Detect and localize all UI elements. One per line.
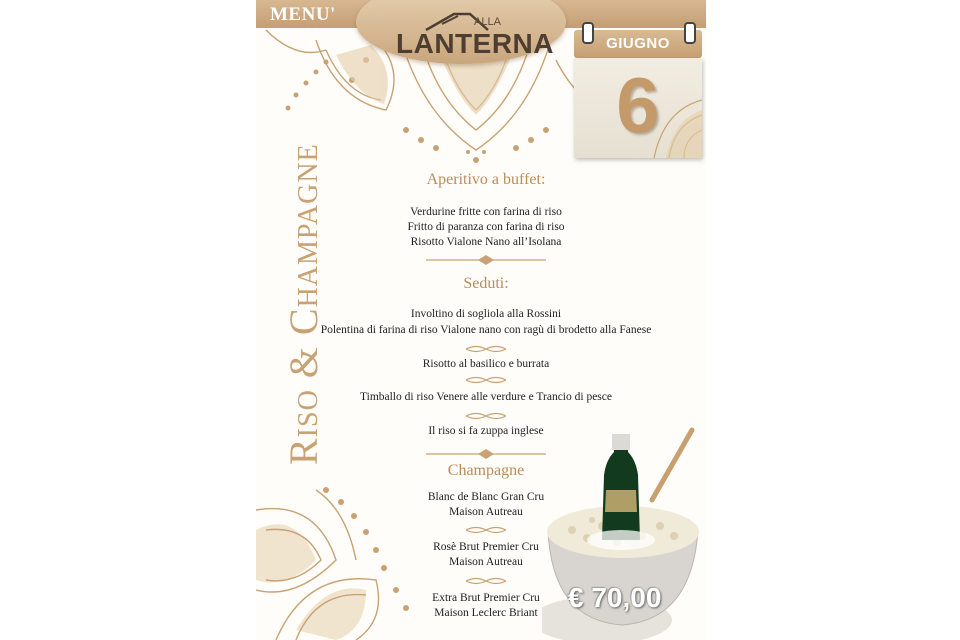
menu-item: Blanc de Blanc Gran Cru — [427, 491, 545, 503]
ornamental-divider — [426, 449, 546, 459]
menu-item: Polentina di farina di riso Vialone nano con ragù di brodetto alla Fanese — [320, 324, 652, 336]
ornamental-divider — [466, 375, 506, 385]
ornamental-divider — [466, 344, 506, 354]
logo-alla-text: ALLA — [474, 16, 501, 28]
menu-item: Verdurine fritte con farina di riso — [410, 206, 562, 218]
section-heading-aperitivo: Aperitivo a buffet: — [426, 171, 546, 188]
menu-item: Maison Leclerc Briant — [434, 607, 538, 619]
section-heading-seduti: Seduti: — [463, 275, 509, 292]
calendar-day: 6 — [616, 61, 660, 149]
menu-item: Risotto Vialone Nano all’Isolana — [410, 236, 562, 248]
menu-item: Extra Brut Premier Cru — [432, 592, 540, 604]
logo-name: LANTERNA — [396, 28, 554, 59]
menu-card — [256, 0, 706, 640]
ornamental-divider — [466, 525, 506, 535]
menu-item: Fritto di paranza con farina di riso — [407, 221, 565, 233]
menu-item: Involtino di sogliola alla Rossini — [410, 308, 562, 320]
date-calendar — [574, 20, 702, 160]
menu-item: Il riso si fa zuppa inglese — [428, 425, 544, 437]
menu-item: Timballo di riso Venere alle verdure e Trancio di pesce — [360, 391, 612, 403]
section-heading-champagne: Champagne — [447, 462, 525, 479]
menu-item: Rosè Brut Premier Cru — [433, 541, 539, 553]
menu-item: Risotto al basilico e burrata — [422, 358, 550, 370]
price-label: € 70,00 — [568, 582, 662, 613]
ornamental-divider — [466, 576, 506, 586]
ornamental-divider — [426, 255, 546, 265]
ornamental-divider — [466, 411, 506, 421]
menu-item: Maison Autreau — [449, 556, 523, 568]
menu-label: MENU' — [270, 4, 336, 25]
menu-item: Maison Autreau — [449, 506, 523, 518]
calendar-month: GIUGNO — [606, 35, 670, 52]
side-title: Riso & Champagne — [281, 143, 326, 465]
